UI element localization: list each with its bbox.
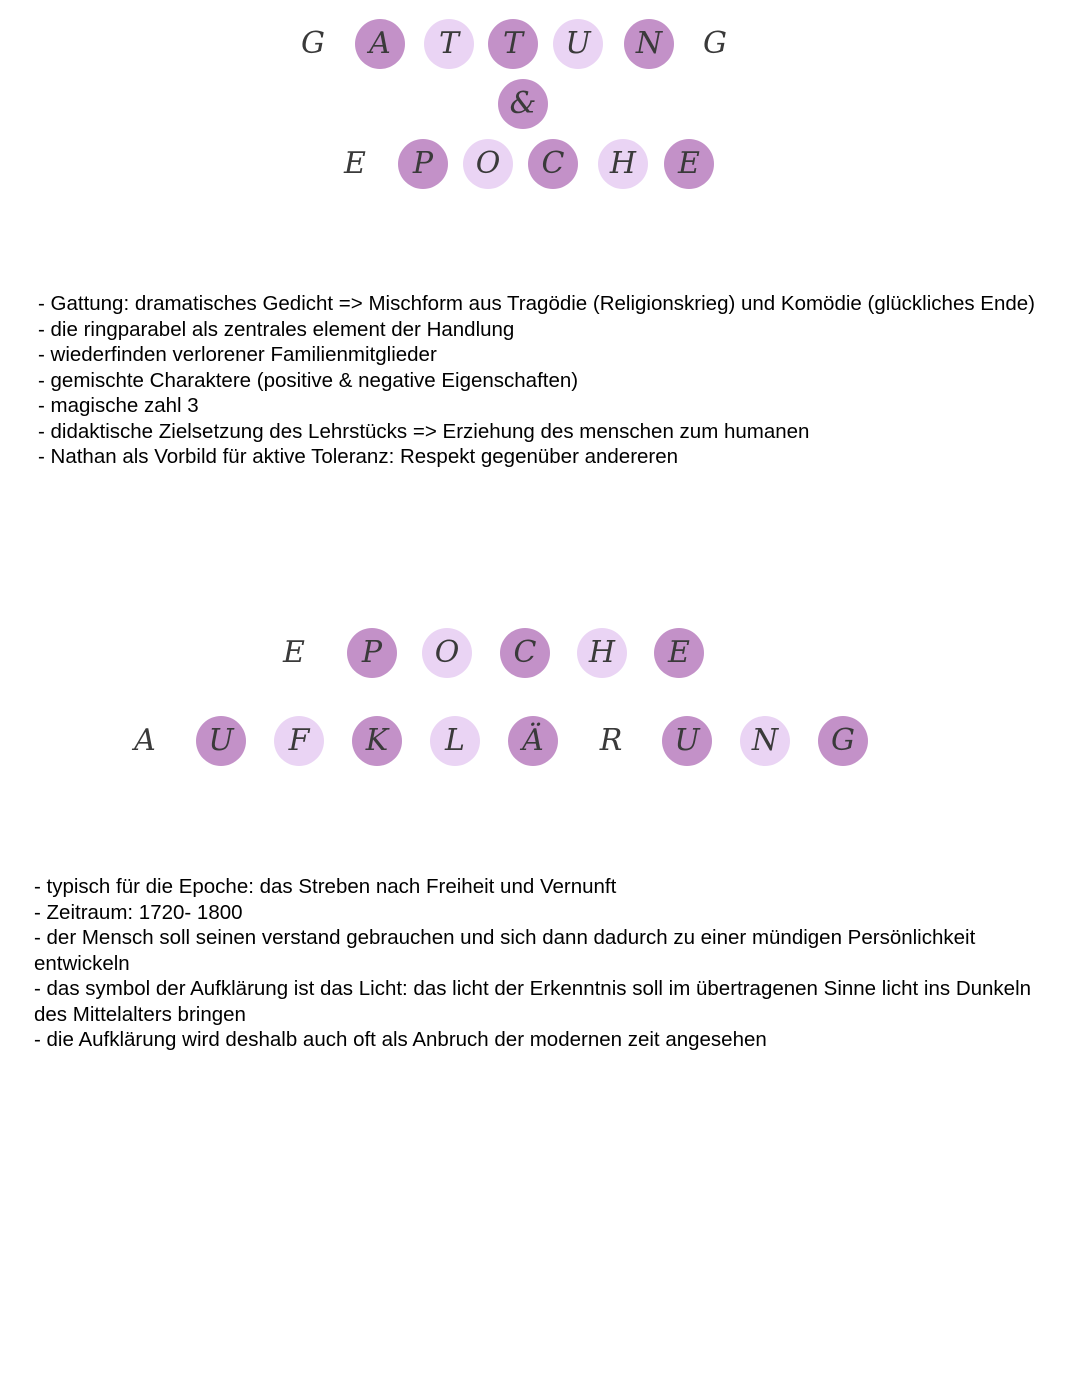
list-item: - wiederfinden verlorener Familienmitglieder bbox=[38, 343, 437, 366]
letter-circle: L bbox=[430, 716, 480, 766]
letter-circle: U bbox=[662, 716, 712, 766]
notes-epoche-list bbox=[34, 874, 1044, 1053]
list-item: - das symbol der Aufklärung ist das Licht: das licht der Erkenntnis soll im übertragenen Sinne licht ins Dunkeln des Mittelalters bringen bbox=[34, 977, 1032, 1026]
letter-circle: C bbox=[500, 628, 550, 678]
list-item: - Zeitraum: 1720- 1800 bbox=[34, 900, 243, 924]
list-item: - der Mensch soll seinen verstand gebrauchen und sich dann dadurch zu einer mündigen Persönlichkeit entwickeln bbox=[34, 926, 976, 975]
ampersand-circle: & bbox=[498, 79, 548, 129]
letter-circle: E bbox=[664, 139, 714, 189]
letter-circle: O bbox=[463, 139, 513, 189]
list-item: - die ringparabel als zentrales element der Handlung bbox=[38, 317, 515, 341]
letter-circle: P bbox=[347, 628, 397, 678]
letter-circle: O bbox=[422, 628, 472, 678]
list-item: - magische zahl 3 bbox=[38, 394, 199, 417]
letter-circle: F bbox=[274, 716, 324, 766]
letter-circle: E bbox=[654, 628, 704, 678]
letter-circle: K bbox=[352, 716, 402, 766]
letter-circle: P bbox=[398, 139, 448, 189]
letter-circle: N bbox=[624, 19, 674, 69]
letter-circle: A bbox=[355, 19, 405, 69]
list-item: - die Aufklärung wird deshalb auch oft als Anbruch der modernen zeit angesehen bbox=[34, 1028, 767, 1051]
letter-circle: N bbox=[740, 716, 790, 766]
letter-circle: U bbox=[196, 716, 246, 766]
list-item: - gemischte Charaktere (positive & negative Eigenschaften) bbox=[38, 368, 579, 392]
letter-circle: G bbox=[703, 26, 727, 61]
letter-circle: E bbox=[283, 635, 305, 670]
letter-circle: G bbox=[301, 26, 325, 61]
letter-circle: A bbox=[134, 723, 156, 758]
letter-circle: T bbox=[424, 19, 474, 69]
letter-circle: G bbox=[818, 716, 868, 766]
list-item: - Gattung: dramatisches Gedicht => Mischform aus Tragödie (Religionskrieg) und Komödie (glückliches Ende) bbox=[38, 292, 1035, 315]
letter-circle: C bbox=[528, 139, 578, 189]
list-item: - typisch für die Epoche: das Streben nach Freiheit und Vernunft bbox=[34, 875, 617, 898]
letter-circle: U bbox=[553, 19, 603, 69]
list-item: - didaktische Zielsetzung des Lehrstücks => Erziehung des menschen zum humanen bbox=[38, 419, 810, 443]
letter-circle: Ä bbox=[508, 716, 558, 766]
notes-gattung-list bbox=[38, 291, 1058, 470]
letter-circle: R bbox=[599, 723, 623, 758]
letter-circle: H bbox=[598, 139, 648, 189]
letter-circle: E bbox=[344, 146, 366, 181]
list-item: - Nathan als Vorbild für aktive Toleranz: Respekt gegenüber andereren bbox=[38, 445, 679, 468]
letter-circle: H bbox=[577, 628, 627, 678]
letter-circle: T bbox=[488, 19, 538, 69]
